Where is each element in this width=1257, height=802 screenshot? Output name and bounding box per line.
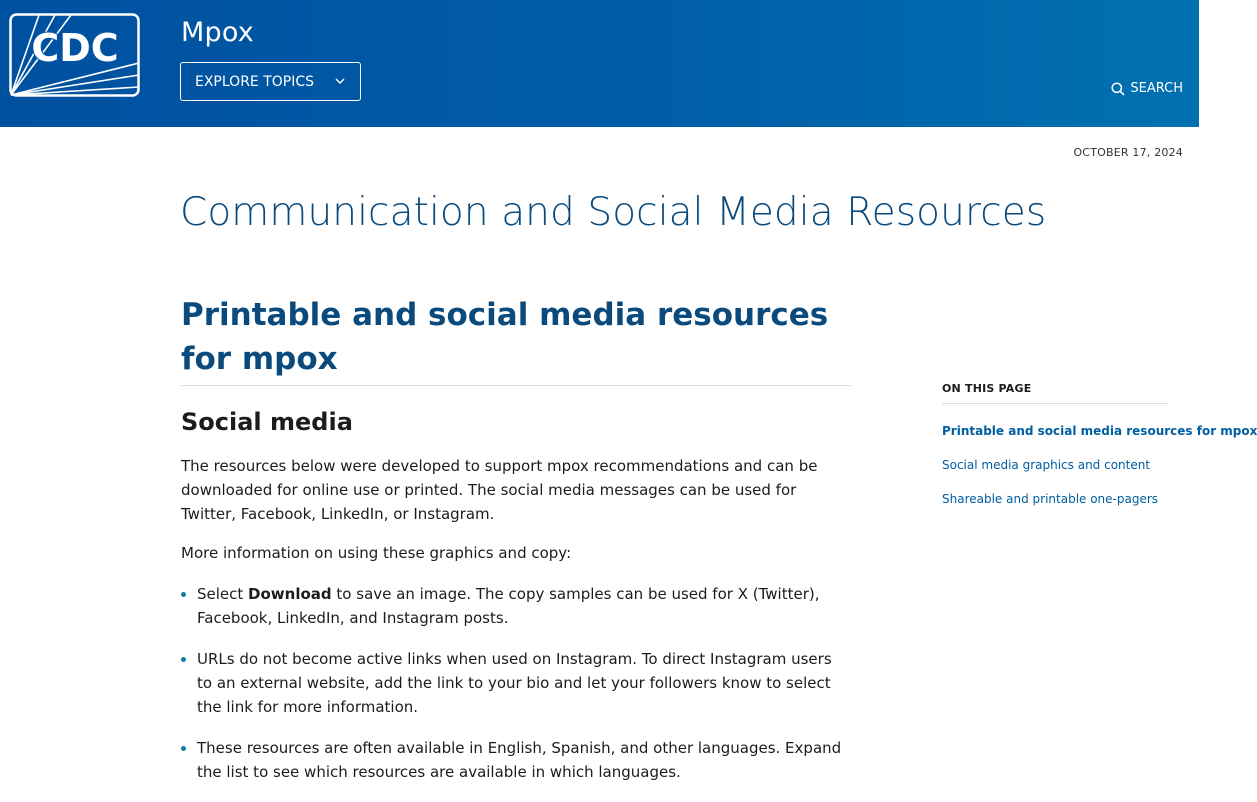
toc-link-one-pagers[interactable]: Shareable and printable one-pagers — [942, 492, 1159, 506]
subsection-heading: Social media — [181, 408, 353, 436]
chevron-down-icon — [334, 76, 346, 86]
on-this-page-nav — [942, 382, 1257, 506]
intro-paragraph: The resources below were developed to support mpox recommendations and can be downloaded for online use or printed. The social media messages can be used for Twitter, Facebook, LinkedIn, or Instagram. — [181, 457, 818, 523]
usage-list — [181, 582, 851, 784]
more-info-paragraph: More information on using these graphics and copy: — [181, 544, 572, 562]
site-title[interactable]: Mpox — [181, 17, 254, 48]
download-keyword: Download — [248, 585, 332, 603]
list-item-text: URLs do not become active links when used on Instagram. To direct Instagram users to an external website, add the link to your bio and let your followers know to select the link for more information. — [197, 650, 832, 716]
page-title: Communication and Social Media Resources — [180, 190, 1047, 235]
toc-link-printable-resources[interactable]: Printable and social media resources for mpox — [942, 424, 1257, 438]
last-updated-date: OCTOBER 17, 2024 — [1073, 146, 1183, 159]
list-item — [181, 736, 851, 784]
list-item-text: These resources are often available in English, Spanish, and other languages. Expand the list to see which resources are available in which languages. — [197, 739, 842, 781]
svg-text:CDC: CDC — [31, 26, 119, 70]
search-button[interactable] — [1111, 81, 1183, 96]
search-label: SEARCH — [1130, 81, 1183, 96]
toc-link-social-media-graphics[interactable]: Social media graphics and content — [942, 458, 1151, 472]
list-item-text-pre: Select — [197, 585, 249, 603]
list-item-text-post: to save an image. The copy samples can be used for X (Twitter), Facebook, LinkedIn, and Instagram posts. — [197, 585, 820, 627]
bullet-dot — [181, 746, 186, 751]
explore-topics-label: EXPLORE TOPICS — [195, 73, 315, 90]
bullet-dot — [181, 657, 186, 662]
main-content — [181, 293, 851, 801]
section-heading: Printable and social media resources for mpox — [181, 293, 851, 386]
explore-topics-button[interactable] — [180, 62, 361, 101]
bullet-dot — [181, 592, 186, 597]
site-header — [0, 0, 1199, 127]
list-item — [181, 647, 851, 719]
cdc-logo[interactable] — [9, 13, 140, 97]
toc-heading: ON THIS PAGE — [942, 382, 1168, 404]
search-icon — [1111, 82, 1125, 96]
list-item — [181, 582, 851, 630]
